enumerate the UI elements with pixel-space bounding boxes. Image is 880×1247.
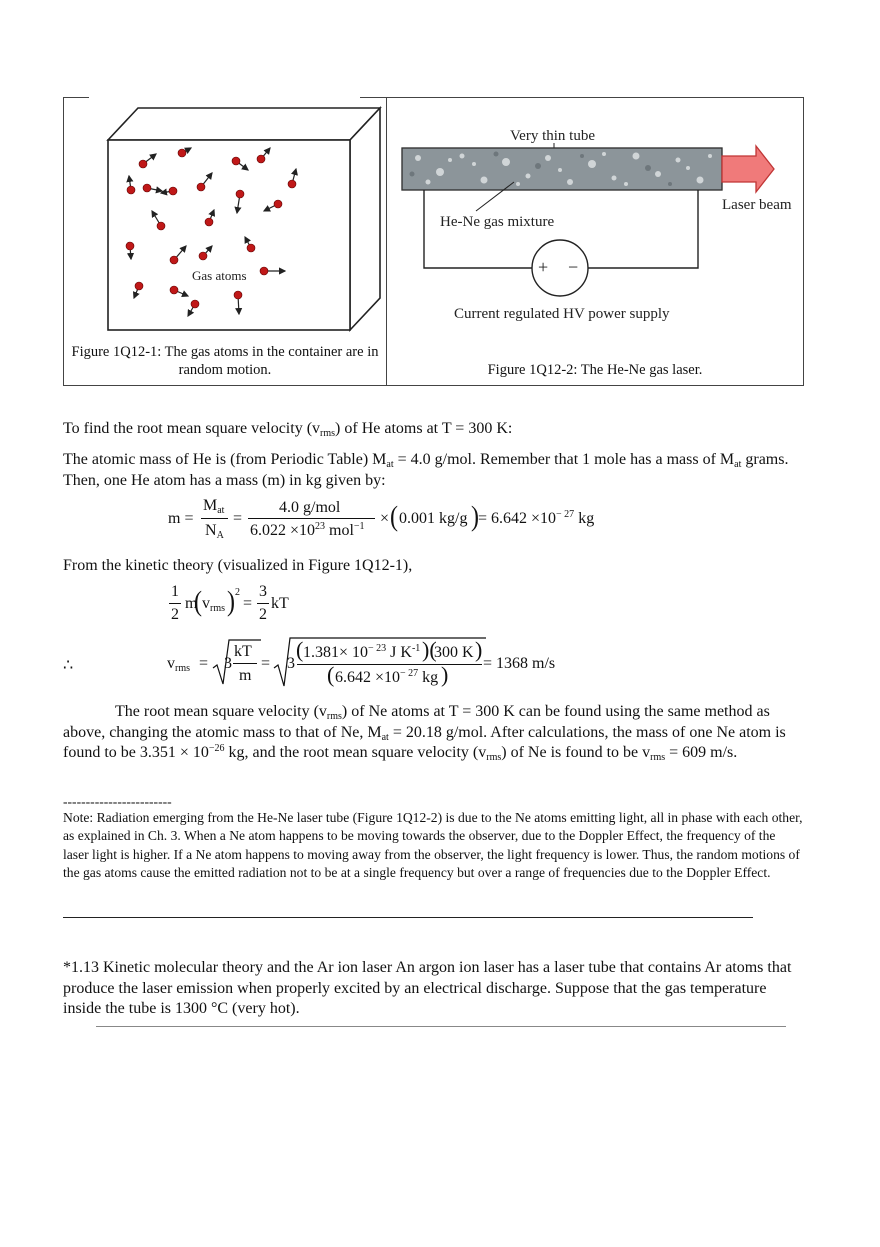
mixture-label: He-Ne gas mixture <box>440 214 555 230</box>
he-ne-laser-diagram <box>388 98 803 338</box>
laser-tube <box>402 148 722 190</box>
right-figure-caption: Figure 1Q12-2: The He-Ne gas laser. <box>487 362 703 378</box>
tube-label: Very thin tube <box>510 128 595 144</box>
problem-1-13: *1.13 Kinetic molecular theory and the Ar ion laser An argon ion laser has a laser tube that contains Ar atoms that produce the laser emission when properly excited by an electrical discharge. Suppose that the gas temperature inside the tube is 1300 °C (very hot). <box>63 959 792 1017</box>
svg-text:−: − <box>568 257 579 277</box>
beam-label: Laser beam <box>722 197 792 213</box>
kinetic-theory-line: From the kinetic theory (visualized in Figure 1Q12-1), <box>63 557 413 574</box>
section-rule <box>63 917 753 918</box>
laser-beam-arrow <box>722 146 774 192</box>
left-figure-caption: Figure 1Q12-1: The gas atoms in the container are in random motion. <box>71 344 379 378</box>
he-mass-paragraph: The atomic mass of He is (from Periodic Table) $M_{at} = 4.0$ g/mol. Remember that 1 mole has a mass of $M_{at}$ grams. Then, one He atom has a mass (m) in kg given by: <box>63 451 789 489</box>
ne-paragraph: The root mean square velocity $(v_{rms})$ of Ne atoms at T = 300 K can be found using the same method as above, changing the atomic mass to that of Ne, $M_{at} = 20.18$ g/mol. After calculations, the mass of one Ne atom is found to be $3.351 \times 10^{-26}$ kg, and the root mean square velocity $(v_{rms})$ of Ne is found to be $v_{rms} = 609$ m/s. <box>63 703 786 763</box>
figure-divider <box>386 97 387 386</box>
rms-intro: To find the root mean square velocity $(v_{rms})$ of He atoms at T = 300 K: <box>63 420 513 439</box>
doppler-note: Note: Radiation emerging from the He-Ne laser tube (Figure 1Q12-2) is due to the Ne atoms emitting light, all in phase with each other, as explained in Ch. 3. When a Ne atom happens to be moving towards the observer, due to the Doppler Effect, the frequency of the laser light is higher. If a Ne atom happens to moving away from the observer, the light frequency is lower. Thus, the random motions of the gas atoms cause the emitted radiation not to be at a single frequency but over a range of frequencies due to the Doppler Effect. <box>63 810 803 880</box>
power-label: Current regulated HV power supply <box>454 306 670 322</box>
svg-text:+: + <box>538 257 549 277</box>
note-separator: ------------------------ <box>63 794 172 809</box>
problem-rule <box>96 1026 786 1027</box>
gas-atoms-label: Gas atoms <box>192 268 247 283</box>
gas-container-diagram <box>64 98 386 343</box>
